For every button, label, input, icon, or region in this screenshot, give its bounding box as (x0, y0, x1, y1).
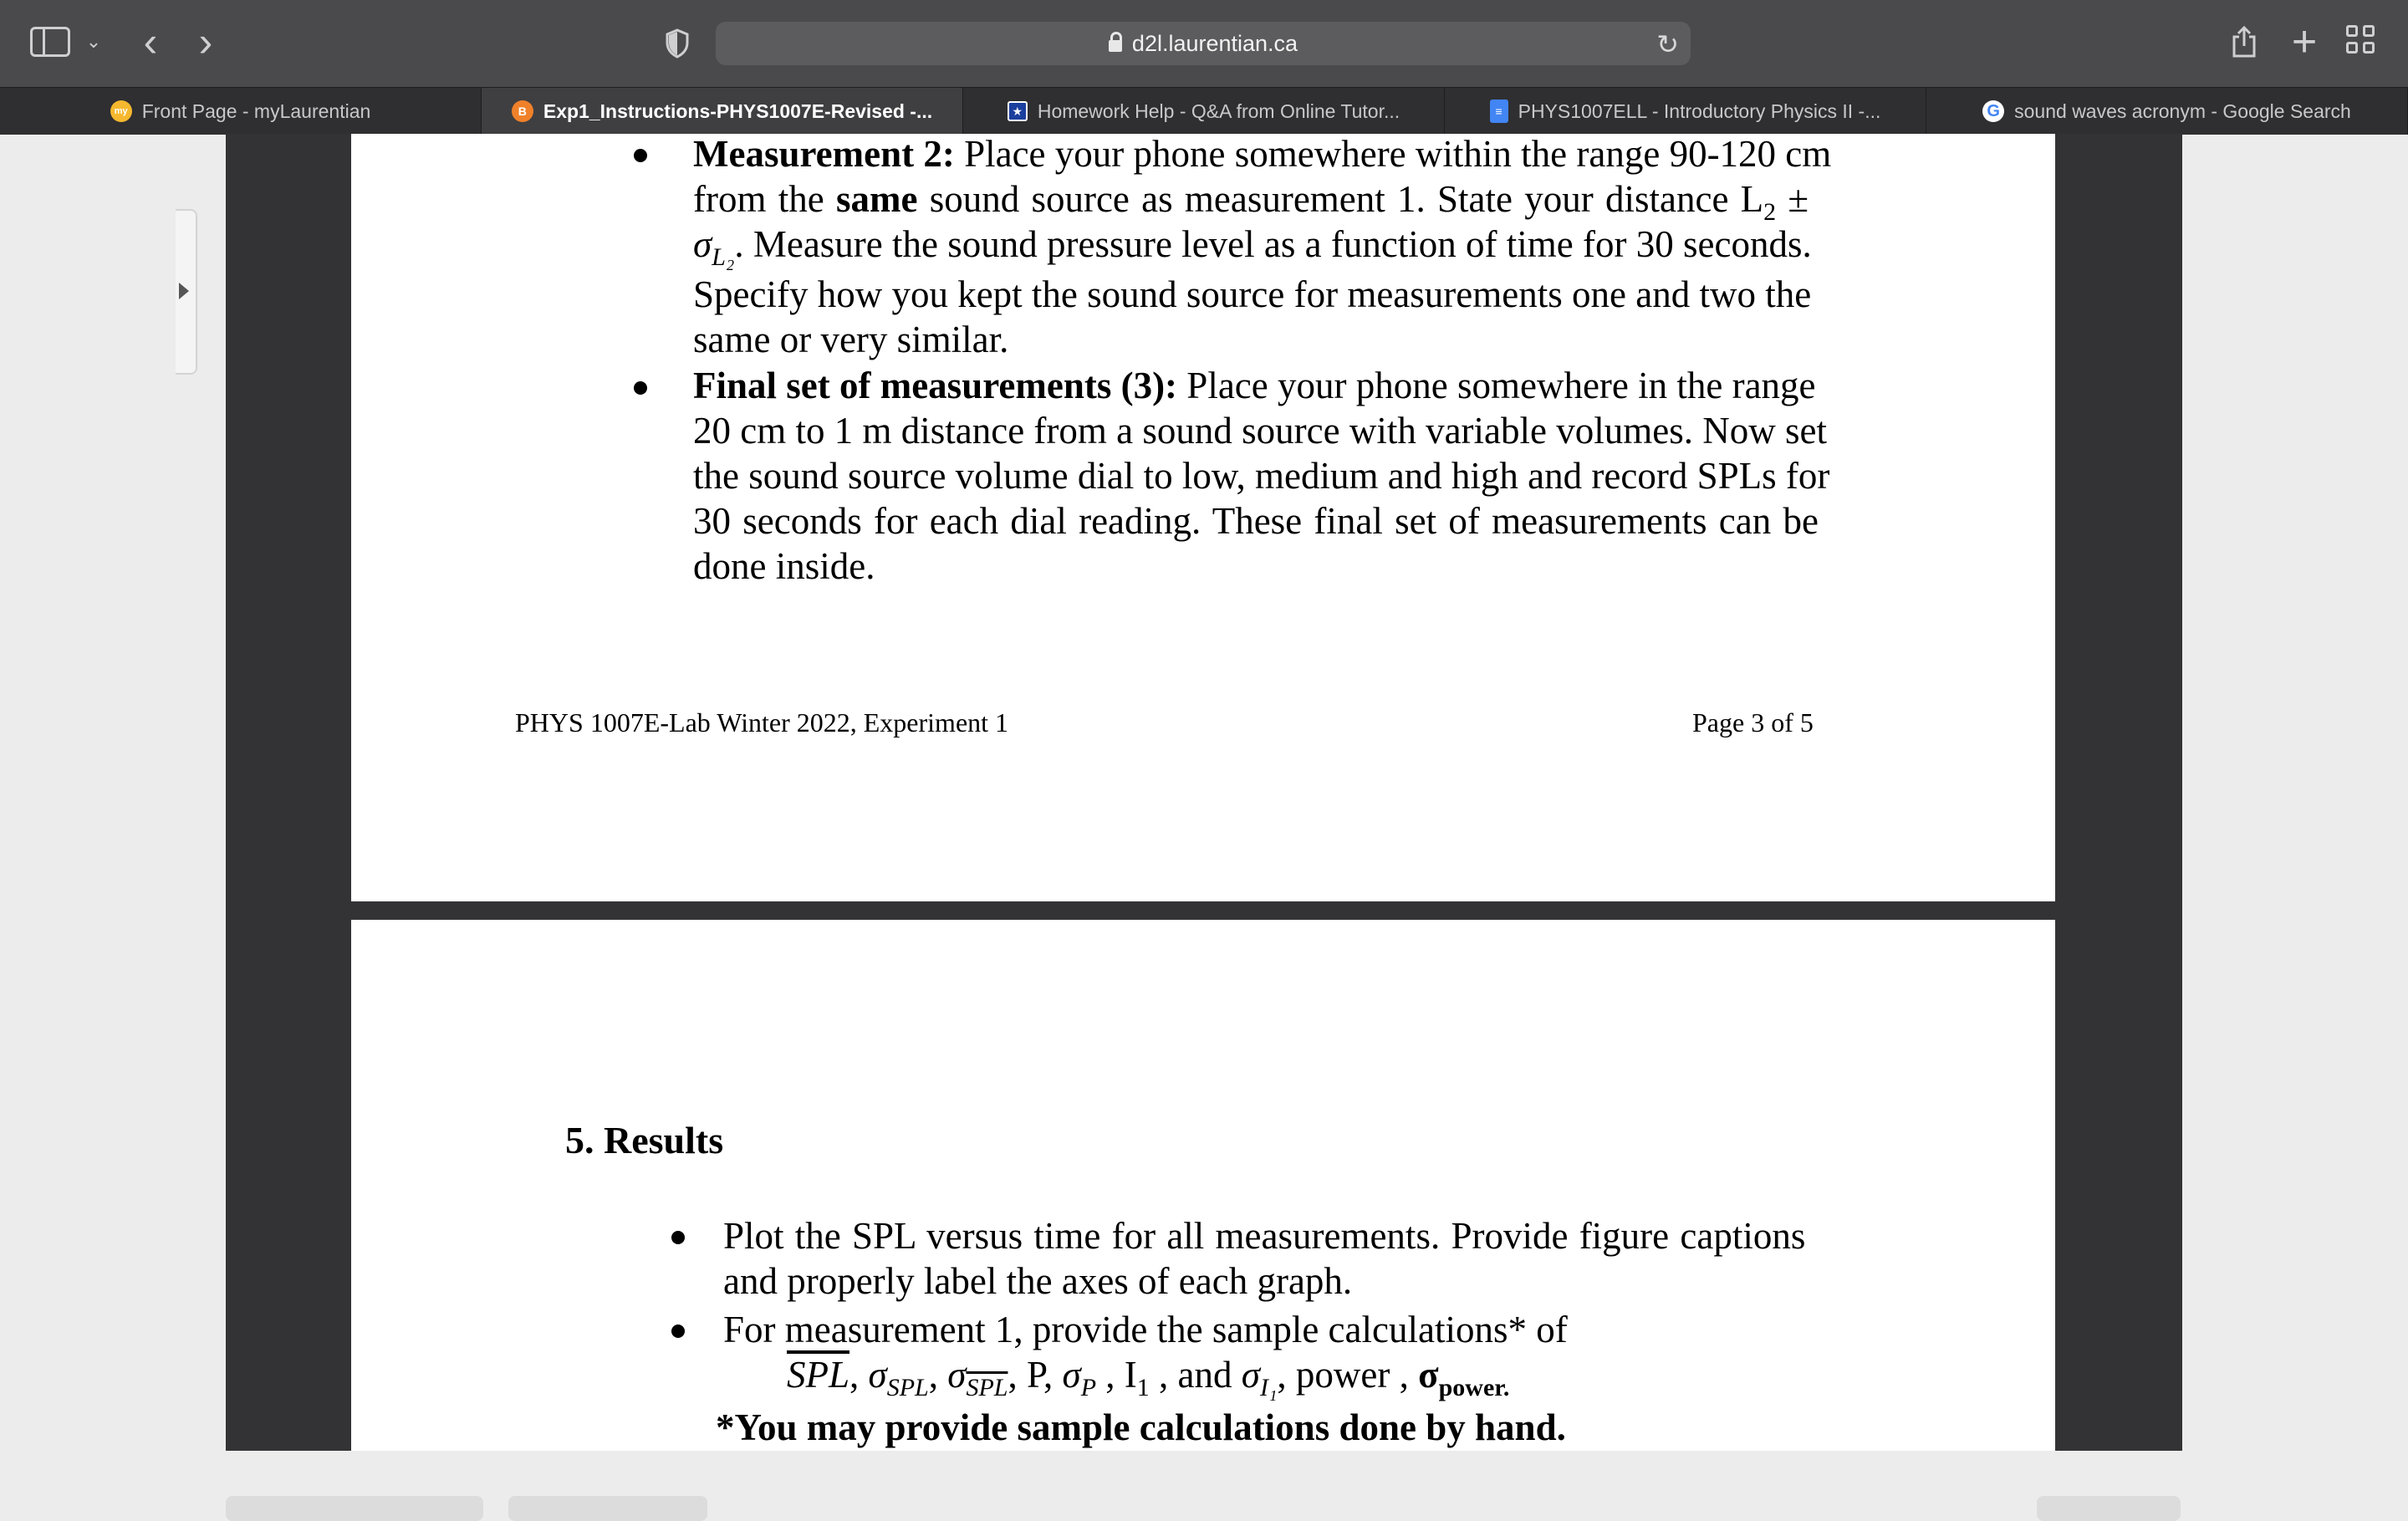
sidebar-expand-handle[interactable] (176, 209, 197, 375)
tab-exp1-instructions[interactable] (482, 88, 963, 135)
measurement-3-label: Final set of measurements (3): (693, 365, 1178, 406)
lock-icon (1109, 40, 1122, 52)
tab-homework-help[interactable] (963, 88, 1445, 135)
text-line: same or very similar. (693, 319, 1009, 360)
results-heading: 5. Results (565, 1119, 724, 1161)
privacy-shield-icon[interactable] (661, 25, 694, 62)
hand-calculation-note: *You may provide sample calculations done by hand. (716, 1406, 1566, 1448)
address-bar[interactable] (716, 22, 1691, 65)
tab-bar (0, 87, 2408, 135)
reload-icon[interactable]: ↻ (1656, 29, 1679, 59)
text-line: Place your phone somewhere within the range 90-120 cm (954, 133, 1832, 175)
tab-label: Exp1_Instructions-PHYS1007E-Revised -... (543, 100, 933, 122)
text-line: , and (1149, 1354, 1242, 1396)
text-line: from the (693, 178, 836, 220)
brightspace-icon: B (512, 100, 533, 122)
page-footer-left: PHYS 1007E-Lab Winter 2022, Experiment 1 (515, 707, 1009, 738)
bullet-icon (671, 1231, 685, 1244)
forward-button[interactable]: › (198, 18, 213, 65)
subscript: L₂ (712, 243, 735, 271)
sigma-symbol: σ (1241, 1354, 1260, 1396)
bullet-icon (671, 1324, 685, 1338)
new-tab-button[interactable]: + (2291, 18, 2318, 66)
bottom-button[interactable] (2037, 1496, 2181, 1521)
text-line: Plot the SPL versus time for all measurements. Provide figure captions (723, 1215, 1806, 1257)
text-line: 30 seconds for each dial reading. These final set of measurements can be (693, 500, 1819, 542)
bottom-button[interactable] (226, 1496, 483, 1521)
tab-google-search[interactable] (1926, 88, 2408, 135)
tab-label: PHYS1007ELL - Introductory Physics II -... (1518, 100, 1881, 122)
tab-label: Homework Help - Q&A from Online Tutor... (1037, 100, 1400, 122)
comma: , (928, 1354, 948, 1396)
subscript: SPL (886, 1374, 929, 1401)
sigma-symbol: σ (868, 1354, 887, 1396)
sigma-symbol: σ (947, 1354, 967, 1396)
emphasis-same: same (835, 178, 918, 220)
mylaurentian-icon: my (110, 100, 132, 122)
url-text: d2l.laurentian.ca (1131, 30, 1298, 56)
intensity-symbol: , I (1096, 1354, 1137, 1396)
subscript: 1 (1136, 1374, 1150, 1401)
chevron-down-icon[interactable]: ⌄ (85, 31, 102, 52)
pressure-symbol: P, (1026, 1354, 1063, 1396)
back-button[interactable]: ‹ (143, 18, 158, 65)
share-button[interactable] (2227, 20, 2261, 64)
text-line: done inside. (693, 545, 875, 587)
browser-toolbar (0, 0, 2408, 87)
text-line: , power , (1277, 1354, 1419, 1396)
measurement-2-label: Measurement 2: (693, 133, 955, 175)
subscript: SPL (966, 1374, 1008, 1401)
tab-overview-button[interactable] (2346, 25, 2380, 59)
bullet-icon (634, 381, 647, 395)
tab-front-page[interactable] (0, 88, 482, 135)
bottom-button[interactable] (508, 1496, 707, 1521)
tab-phys1007ell[interactable] (1445, 88, 1926, 135)
text-line: Place your phone somewhere in the range (1177, 365, 1816, 406)
comma: , (849, 1354, 869, 1396)
formula-line (787, 1352, 1509, 1402)
text-line: For measurement 1, provide the sample calculations* of (723, 1309, 1568, 1350)
comma: , (1008, 1354, 1027, 1396)
text-line: . Measure the sound pressure level as a function of time for 30 seconds. (734, 223, 1812, 265)
text-line: ± (1776, 178, 1809, 220)
text-line: the sound source volume dial to low, medium and high and record SPLs for (693, 455, 1830, 497)
star-icon: ★ (1008, 101, 1028, 121)
spl-mean: $\overline{SPL}$ (787, 1354, 850, 1396)
subscript: I₁ (1259, 1374, 1278, 1401)
bullet-icon (634, 149, 647, 162)
subscript: 2 (1763, 198, 1777, 226)
tab-label: sound waves acronym - Google Search (2014, 100, 2351, 122)
text-line: sound source as measurement 1. State your distance L (917, 178, 1764, 220)
text-line: Specify how you kept the sound source for measurements one and two the (693, 273, 1812, 315)
subscript: power. (1438, 1374, 1510, 1401)
sigma-symbol: σ (693, 223, 712, 265)
google-docs-icon: ≡ (1490, 100, 1508, 123)
text-line: 20 cm to 1 m distance from a sound source with variable volumes. Now set (693, 410, 1827, 452)
sigma-symbol: σ (1062, 1354, 1081, 1396)
subscript: P (1080, 1374, 1097, 1401)
sidebar-toggle-icon[interactable] (30, 27, 70, 57)
google-icon: G (1982, 100, 2004, 122)
text-line: and properly label the axes of each graph. (723, 1260, 1353, 1302)
page-number: Page 3 of 5 (1692, 707, 1814, 738)
sigma-symbol: σ (1418, 1354, 1439, 1396)
tab-label: Front Page - myLaurentian (141, 100, 371, 122)
